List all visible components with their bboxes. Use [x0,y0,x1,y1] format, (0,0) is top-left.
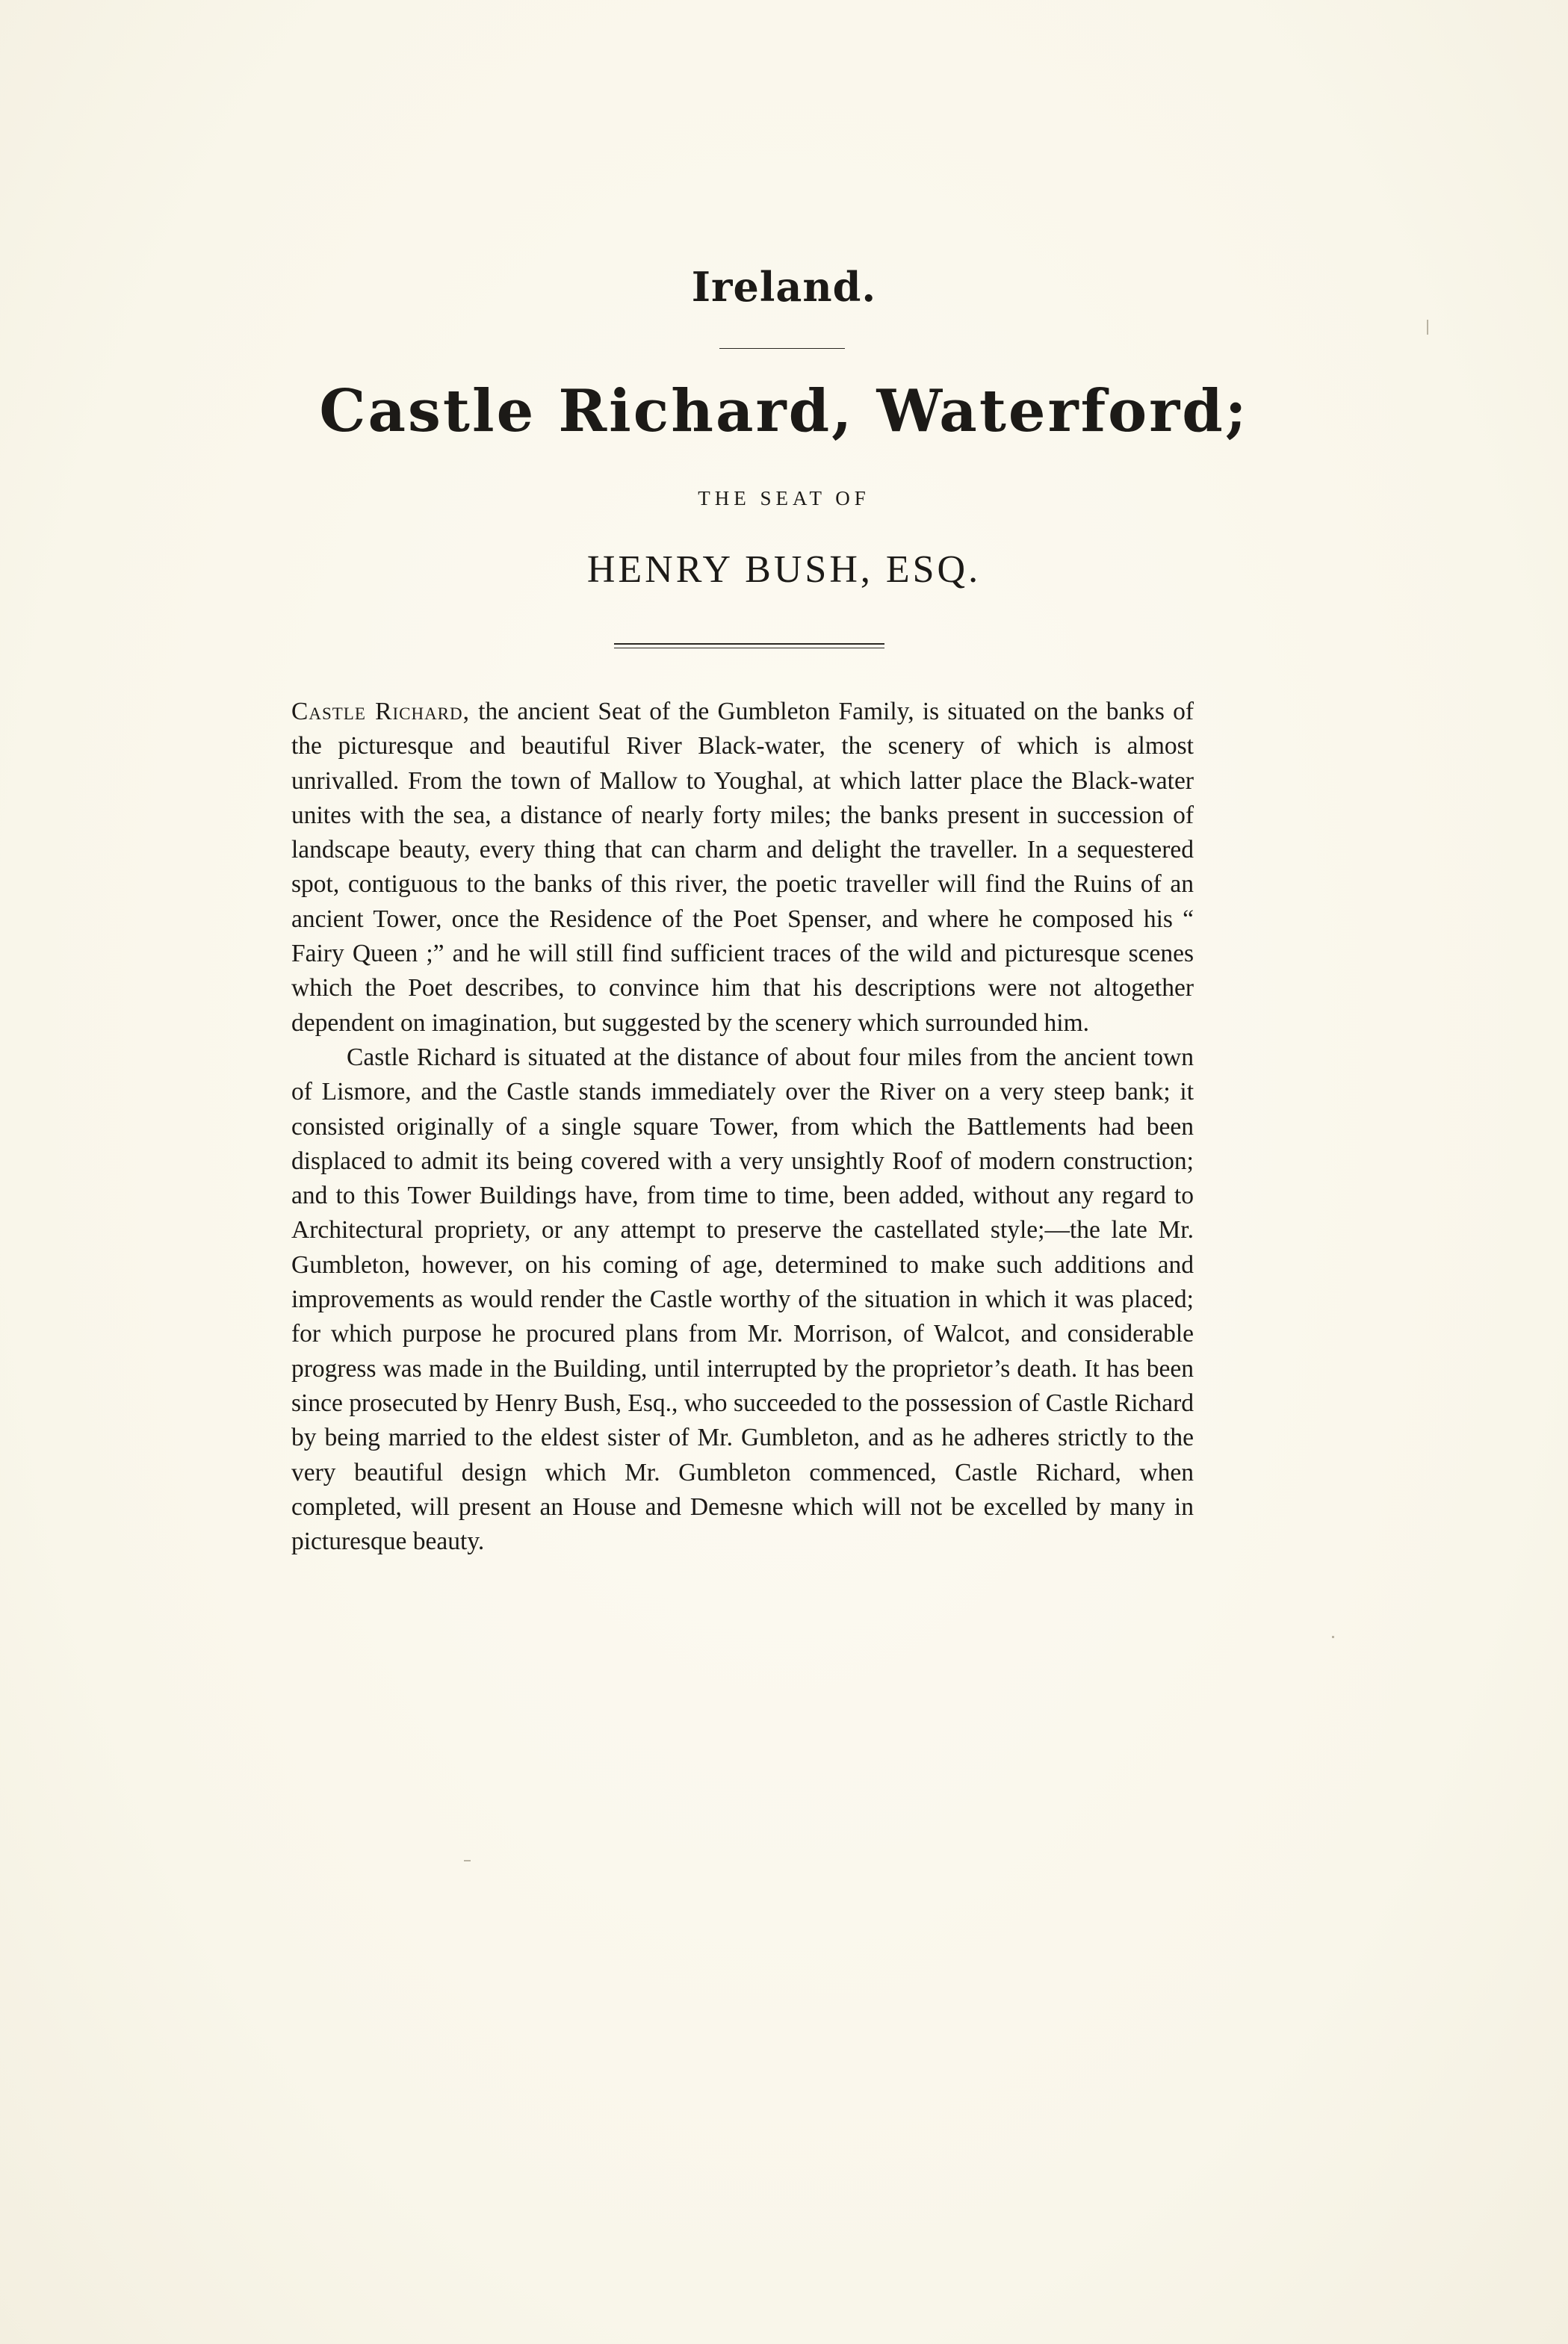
paragraph-1-text: the ancient Seat of the Gumbleton Family, is situated on the banks of the picturesque and beautiful River Black-water, the scenery of which is almost unrivalled. From the town of Mallow to Youghal, at which latter place the Black-water unites with the sea, a distance of nearly forty miles; the banks present in succession of landscape beauty, every thing that can charm and delight the traveller. In a sequestered spot, contiguous to the banks of this river, the poetic traveller will find the Ruins of an ancient Tower, once the Residence of the Poet Spenser, and where he composed his “ Fairy Queen ;” and he will still find sufficient traces of the wild and picturesque scenes which the Poet describes, to convince him that his descriptions were not altogether dependent on imagination, but suggested by the scenery which surrounded him. [291,698,1194,1037]
title-rule-double [614,643,884,648]
paper-speck [1332,1636,1334,1638]
paper-speck [464,1860,471,1861]
paper-speck [1427,320,1428,335]
region-heading: Ireland. [691,263,877,311]
owner-name: HENRY BUSH, ESQ. [586,548,982,591]
paragraph-2: Castle Richard is situated at the distance of about four miles from the ancient town of Lismore, and the Castle stands immediately over the River on a very steep bank; it consisted originally of a single square Tower, from which the Battlements had been displaced to admit its being covered with a very unsightly Roof of modern construction; and to this Tower Buildings have, from time to time, been added, without any regard to Architectural propriety, or any attempt to preserve the castellated style;—the late Mr. Gumbleton, however, on his coming of age, determined to make such additions and improvements as would render the Castle worthy of the situation in which it was placed; for which purpose he procured plans from Mr. Morrison, of Walcot, and considerable progress was made in the Building, until interrupted by the proprietor’s death. It has been since prosecuted by Henry Bush, Esq., who succeeded to the possession of Castle Richard by being married to the eldest sister of Mr. Gumbleton, and as he adheres strictly to the very beautiful design which Mr. Gumbleton commenced, Castle Richard, when completed, will present an House and Demesne which will not be excelled by many in picturesque beauty. [291,1043,1194,1556]
page-title: Castle Richard, Waterford; [319,377,1249,445]
lead-words: Castle Richard, [291,698,471,725]
body-text [291,695,1194,1559]
seat-of-label: THE SEAT OF [698,487,870,509]
paragraph-1 [291,695,1194,1041]
title-rule-short [719,348,845,349]
